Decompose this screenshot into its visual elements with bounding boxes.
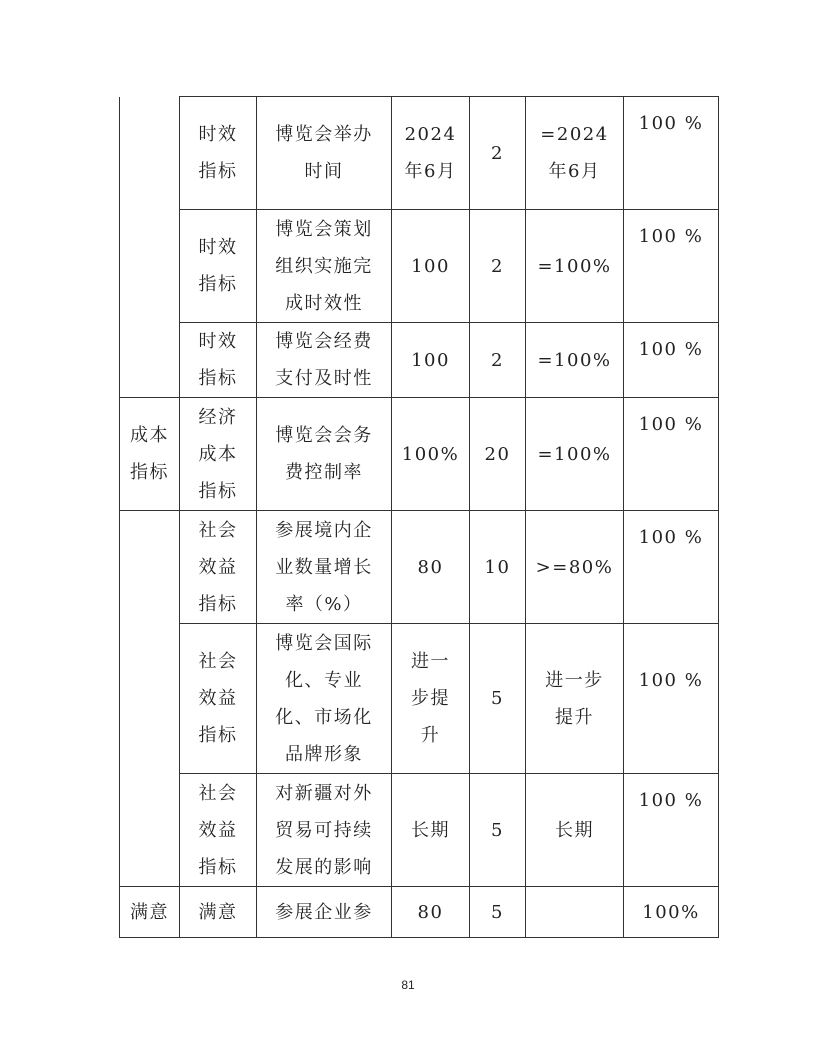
completion-cell: 100 % (624, 97, 719, 210)
indicator-name-cell: 博览会国际化、专业化、市场化品牌形象 (257, 624, 392, 774)
second-level-indicator-cell: 时效指标 (180, 210, 257, 323)
indicator-name-cell: 博览会会务费控制率 (257, 398, 392, 511)
completion-cell: 100 % (624, 323, 719, 398)
weight-cell: 20 (470, 398, 526, 511)
annual-target-cell: 100 (392, 323, 470, 398)
first-level-indicator-cell (120, 511, 180, 887)
page-number: 81 (401, 978, 415, 992)
second-level-indicator-cell: 社会效益指标 (180, 511, 257, 624)
table-row (120, 398, 719, 511)
completion-cell: 100 % (624, 774, 719, 887)
table-row (120, 210, 719, 323)
completion-cell: 100% (624, 887, 719, 938)
actual-value-cell (526, 887, 624, 938)
table-row (120, 887, 719, 938)
performance-indicator-table (119, 96, 719, 938)
actual-value-cell: =2024年6月 (526, 97, 624, 210)
weight-cell: 2 (470, 323, 526, 398)
actual-value-cell: >=80% (526, 511, 624, 624)
annual-target-cell: 80 (392, 511, 470, 624)
completion-cell: 100 % (624, 210, 719, 323)
second-level-indicator-cell: 时效指标 (180, 97, 257, 210)
second-level-indicator-cell: 满意 (180, 887, 257, 938)
table-row (120, 511, 719, 624)
second-level-indicator-cell: 社会效益指标 (180, 774, 257, 887)
indicator-name-cell: 博览会举办时间 (257, 97, 392, 210)
table-row (120, 774, 719, 887)
table-row (120, 97, 719, 210)
first-level-indicator-cell: 满意 (120, 887, 180, 938)
actual-value-cell: 进一步提升 (526, 624, 624, 774)
weight-cell: 5 (470, 624, 526, 774)
table-row (120, 323, 719, 398)
annual-target-cell: 2024年6月 (392, 97, 470, 210)
indicator-name-cell: 博览会策划组织实施完成时效性 (257, 210, 392, 323)
actual-value-cell: 长期 (526, 774, 624, 887)
weight-cell: 5 (470, 887, 526, 938)
annual-target-cell: 进一步提升 (392, 624, 470, 774)
indicator-name-cell: 参展境内企业数量增长率（%） (257, 511, 392, 624)
indicator-name-cell: 博览会经费支付及时性 (257, 323, 392, 398)
annual-target-cell: 长期 (392, 774, 470, 887)
indicator-name-cell: 参展企业参 (257, 887, 392, 938)
annual-target-cell: 100% (392, 398, 470, 511)
second-level-indicator-cell: 社会效益指标 (180, 624, 257, 774)
completion-cell: 100 % (624, 624, 719, 774)
actual-value-cell: =100% (526, 323, 624, 398)
first-level-indicator-cell: 成本指标 (120, 398, 180, 511)
annual-target-cell: 80 (392, 887, 470, 938)
weight-cell: 2 (470, 210, 526, 323)
second-level-indicator-cell: 经济成本指标 (180, 398, 257, 511)
weight-cell: 10 (470, 511, 526, 624)
weight-cell: 5 (470, 774, 526, 887)
table-row (120, 624, 719, 774)
actual-value-cell: =100% (526, 398, 624, 511)
weight-cell: 2 (470, 97, 526, 210)
indicator-name-cell: 对新疆对外贸易可持续发展的影响 (257, 774, 392, 887)
second-level-indicator-cell: 时效指标 (180, 323, 257, 398)
annual-target-cell: 100 (392, 210, 470, 323)
completion-cell: 100 % (624, 511, 719, 624)
first-level-indicator-cell (120, 97, 180, 398)
completion-cell: 100 % (624, 398, 719, 511)
actual-value-cell: =100% (526, 210, 624, 323)
